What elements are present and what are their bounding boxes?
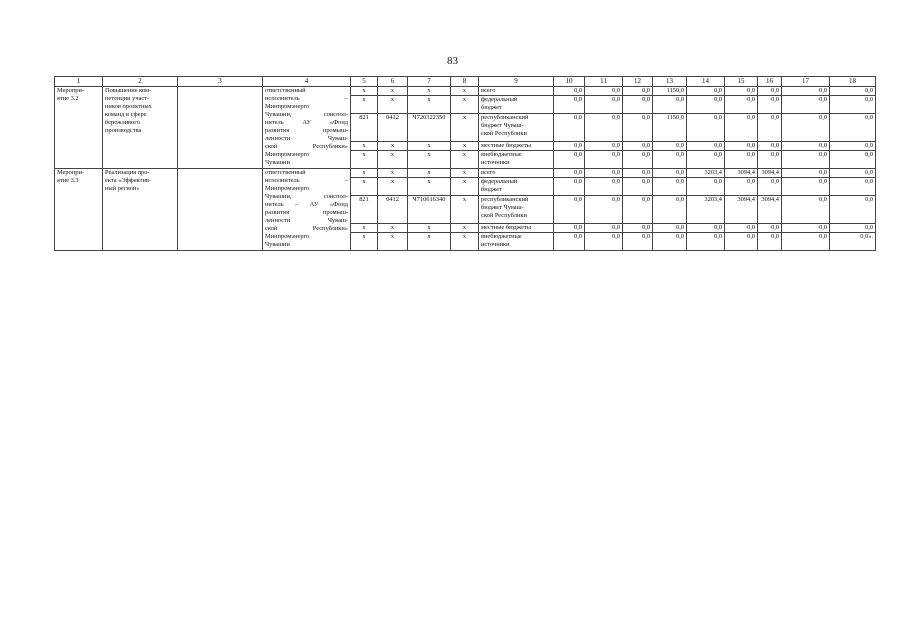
- section-code: 0412: [378, 196, 408, 224]
- amount-cell: 0,0: [758, 233, 782, 251]
- amount-cell: 0,0: [623, 196, 653, 224]
- amount-cell: 0,0: [725, 151, 758, 169]
- expense-type-code: x: [451, 114, 479, 142]
- amount-cell: 0,0: [782, 142, 830, 151]
- amount-cell: 3094,4: [758, 196, 782, 224]
- target-article-code: Ч710616340: [408, 196, 451, 224]
- target-article-code: x: [408, 178, 451, 196]
- section-code: x: [378, 151, 408, 169]
- target-article-code: x: [408, 169, 451, 178]
- amount-cell: 3203,4: [687, 169, 725, 178]
- amount-cell: 0,0: [623, 87, 653, 96]
- amount-cell: 0,0: [782, 114, 830, 142]
- amount-cell: 0,0: [623, 224, 653, 233]
- column-header: 13: [653, 77, 687, 87]
- header-row: [55, 77, 876, 87]
- amount-cell: 0,0: [554, 196, 585, 224]
- amount-cell: 3094,4: [725, 169, 758, 178]
- amount-cell: 0,0: [623, 169, 653, 178]
- amount-cell: 0,0: [554, 114, 585, 142]
- funding-source: местные бюджеты: [479, 142, 554, 151]
- amount-cell: 0,0: [623, 96, 653, 114]
- amount-cell: 0,0: [623, 151, 653, 169]
- target-article-code: x: [408, 87, 451, 96]
- amount-cell: 0,0: [687, 233, 725, 251]
- amount-cell: 0,0: [653, 233, 687, 251]
- section-code: x: [378, 142, 408, 151]
- amount-cell: 0,0: [687, 87, 725, 96]
- column-header: 15: [725, 77, 758, 87]
- expense-type-code: x: [451, 233, 479, 251]
- expense-type-code: x: [451, 96, 479, 114]
- grbs-code: x: [351, 233, 378, 251]
- budget-table: [54, 76, 876, 251]
- page-number: 83: [447, 55, 458, 67]
- expense-type-code: x: [451, 178, 479, 196]
- amount-cell: 0,0: [653, 178, 687, 196]
- section-code: x: [378, 96, 408, 114]
- amount-cell: 0,0: [623, 114, 653, 142]
- grbs-code: x: [351, 178, 378, 196]
- amount-cell: 0,0: [782, 151, 830, 169]
- section-code: x: [378, 87, 408, 96]
- amount-cell: 0,0: [725, 114, 758, 142]
- amount-cell: 0,0: [830, 96, 876, 114]
- funding-source: внебюджетные источники: [479, 151, 554, 169]
- grbs-code: 821: [351, 114, 378, 142]
- column-header: 4: [263, 77, 351, 87]
- amount-cell: 0,0: [758, 114, 782, 142]
- grbs-code: 821: [351, 196, 378, 224]
- column-header: 14: [687, 77, 725, 87]
- target-article-code: Ч720322350: [408, 114, 451, 142]
- amount-cell: 0,0: [623, 233, 653, 251]
- amount-cell: 0,0: [687, 142, 725, 151]
- amount-cell: 0,0: [653, 142, 687, 151]
- section-code: x: [378, 224, 408, 233]
- section-code: x: [378, 233, 408, 251]
- column-header: 17: [782, 77, 830, 87]
- event-col3: [178, 87, 263, 169]
- column-header: 5: [351, 77, 378, 87]
- event-name: Реализация про- екта «Эффектив- ный регион»: [103, 169, 178, 251]
- amount-cell: 0,0: [585, 178, 623, 196]
- amount-cell: 0,0: [653, 96, 687, 114]
- target-article-code: x: [408, 151, 451, 169]
- amount-cell: 1150,0: [653, 87, 687, 96]
- amount-cell: 0,0: [554, 178, 585, 196]
- amount-cell: 0,0: [758, 151, 782, 169]
- expense-type-code: x: [451, 169, 479, 178]
- table-row: [55, 87, 876, 96]
- expense-type-code: x: [451, 142, 479, 151]
- expense-type-code: x: [451, 196, 479, 224]
- amount-cell: 0,0: [585, 114, 623, 142]
- amount-cell: 0,0: [687, 151, 725, 169]
- amount-cell: 0,0: [554, 233, 585, 251]
- column-header: 2: [103, 77, 178, 87]
- expense-type-code: x: [451, 87, 479, 96]
- column-header: 3: [178, 77, 263, 87]
- expense-type-code: x: [451, 151, 479, 169]
- target-article-code: x: [408, 233, 451, 251]
- event-id: Меропри- ятие 3.3: [55, 169, 103, 251]
- target-article-code: x: [408, 142, 451, 151]
- amount-cell: 0,0: [554, 142, 585, 151]
- amount-cell: 0,0: [554, 151, 585, 169]
- target-article-code: x: [408, 224, 451, 233]
- grbs-code: x: [351, 224, 378, 233]
- amount-cell: 0,0».: [830, 233, 876, 251]
- amount-cell: 1150,0: [653, 114, 687, 142]
- amount-cell: 0,0: [585, 169, 623, 178]
- event-name: Повышение ком- петенции участ- ников проектных команд в сфере бережливого производства: [103, 87, 178, 169]
- amount-cell: 0,0: [585, 142, 623, 151]
- amount-cell: 0,0: [782, 178, 830, 196]
- amount-cell: 0,0: [585, 196, 623, 224]
- funding-source: внебюджетные источники: [479, 233, 554, 251]
- funding-source: федеральный бюджет: [479, 96, 554, 114]
- amount-cell: 0,0: [758, 178, 782, 196]
- amount-cell: 0,0: [653, 196, 687, 224]
- column-header: 16: [758, 77, 782, 87]
- column-header: 8: [451, 77, 479, 87]
- amount-cell: 0,0: [830, 114, 876, 142]
- amount-cell: 0,0: [725, 142, 758, 151]
- amount-cell: 0,0: [585, 224, 623, 233]
- funding-source: всего: [479, 87, 554, 96]
- column-header: 6: [378, 77, 408, 87]
- amount-cell: 0,0: [687, 178, 725, 196]
- amount-cell: 0,0: [623, 178, 653, 196]
- amount-cell: 0,0: [830, 142, 876, 151]
- amount-cell: 0,0: [830, 178, 876, 196]
- event-id: Меропри- ятие 3.2: [55, 87, 103, 169]
- amount-cell: 0,0: [623, 142, 653, 151]
- section-code: 0412: [378, 114, 408, 142]
- column-header: 11: [585, 77, 623, 87]
- amount-cell: 0,0: [758, 96, 782, 114]
- amount-cell: 3094,4: [758, 169, 782, 178]
- amount-cell: 0,0: [725, 87, 758, 96]
- amount-cell: 3203,4: [687, 196, 725, 224]
- amount-cell: 0,0: [782, 224, 830, 233]
- amount-cell: 0,0: [782, 96, 830, 114]
- event-col3: [178, 169, 263, 251]
- event-executor: ответственный исполнитель – Минпромэнерго Чувашии, соиспол- нитель – АУ «Фонд развития промыш- ленности Чуваш- ской Республики» Минпромэнерго Чувашии: [263, 169, 351, 251]
- grbs-code: x: [351, 96, 378, 114]
- grbs-code: x: [351, 151, 378, 169]
- event-executor: ответственный исполнитель – Минпромэнерго Чувашии, соиспол- нитель АУ «Фонд развития промыш- ленности Чуваш- ской Республики» Минпромэнерго Чувашии: [263, 87, 351, 169]
- funding-source: всего: [479, 169, 554, 178]
- amount-cell: 0,0: [653, 151, 687, 169]
- amount-cell: 0,0: [782, 87, 830, 96]
- amount-cell: 0,0: [725, 178, 758, 196]
- amount-cell: 0,0: [830, 224, 876, 233]
- amount-cell: 0,0: [725, 96, 758, 114]
- amount-cell: 0,0: [830, 151, 876, 169]
- amount-cell: 0,0: [758, 87, 782, 96]
- amount-cell: 0,0: [758, 142, 782, 151]
- table-row: [55, 169, 876, 178]
- amount-cell: 0,0: [554, 87, 585, 96]
- amount-cell: 0,0: [585, 151, 623, 169]
- amount-cell: 0,0: [585, 96, 623, 114]
- amount-cell: 0,0: [830, 87, 876, 96]
- amount-cell: 0,0: [782, 196, 830, 224]
- grbs-code: x: [351, 169, 378, 178]
- column-header: 10: [554, 77, 585, 87]
- column-header: 1: [55, 77, 103, 87]
- column-header: 18: [830, 77, 876, 87]
- target-article-code: x: [408, 96, 451, 114]
- expense-type-code: x: [451, 224, 479, 233]
- section-code: x: [378, 178, 408, 196]
- amount-cell: 0,0: [687, 114, 725, 142]
- amount-cell: 0,0: [687, 96, 725, 114]
- funding-source: федеральный бюджет: [479, 178, 554, 196]
- grbs-code: x: [351, 87, 378, 96]
- column-header: 12: [623, 77, 653, 87]
- amount-cell: 0,0: [830, 169, 876, 178]
- amount-cell: 3094,4: [725, 196, 758, 224]
- column-header: 7: [408, 77, 451, 87]
- amount-cell: 0,0: [653, 169, 687, 178]
- amount-cell: 0,0: [830, 196, 876, 224]
- funding-source: республиканский бюджет Чуваш- ской Республики: [479, 196, 554, 224]
- amount-cell: 0,0: [653, 224, 687, 233]
- amount-cell: 0,0: [554, 96, 585, 114]
- amount-cell: 0,0: [554, 224, 585, 233]
- amount-cell: 0,0: [725, 233, 758, 251]
- amount-cell: 0,0: [782, 233, 830, 251]
- funding-source: местные бюджеты: [479, 224, 554, 233]
- amount-cell: 0,0: [782, 169, 830, 178]
- amount-cell: 0,0: [585, 87, 623, 96]
- section-code: x: [378, 169, 408, 178]
- amount-cell: 0,0: [758, 224, 782, 233]
- amount-cell: 0,0: [725, 224, 758, 233]
- amount-cell: 0,0: [687, 224, 725, 233]
- funding-source: республиканский бюджет Чуваш- ской Республики: [479, 114, 554, 142]
- amount-cell: 0,0: [585, 233, 623, 251]
- column-header: 9: [479, 77, 554, 87]
- grbs-code: x: [351, 142, 378, 151]
- amount-cell: 0,0: [554, 169, 585, 178]
